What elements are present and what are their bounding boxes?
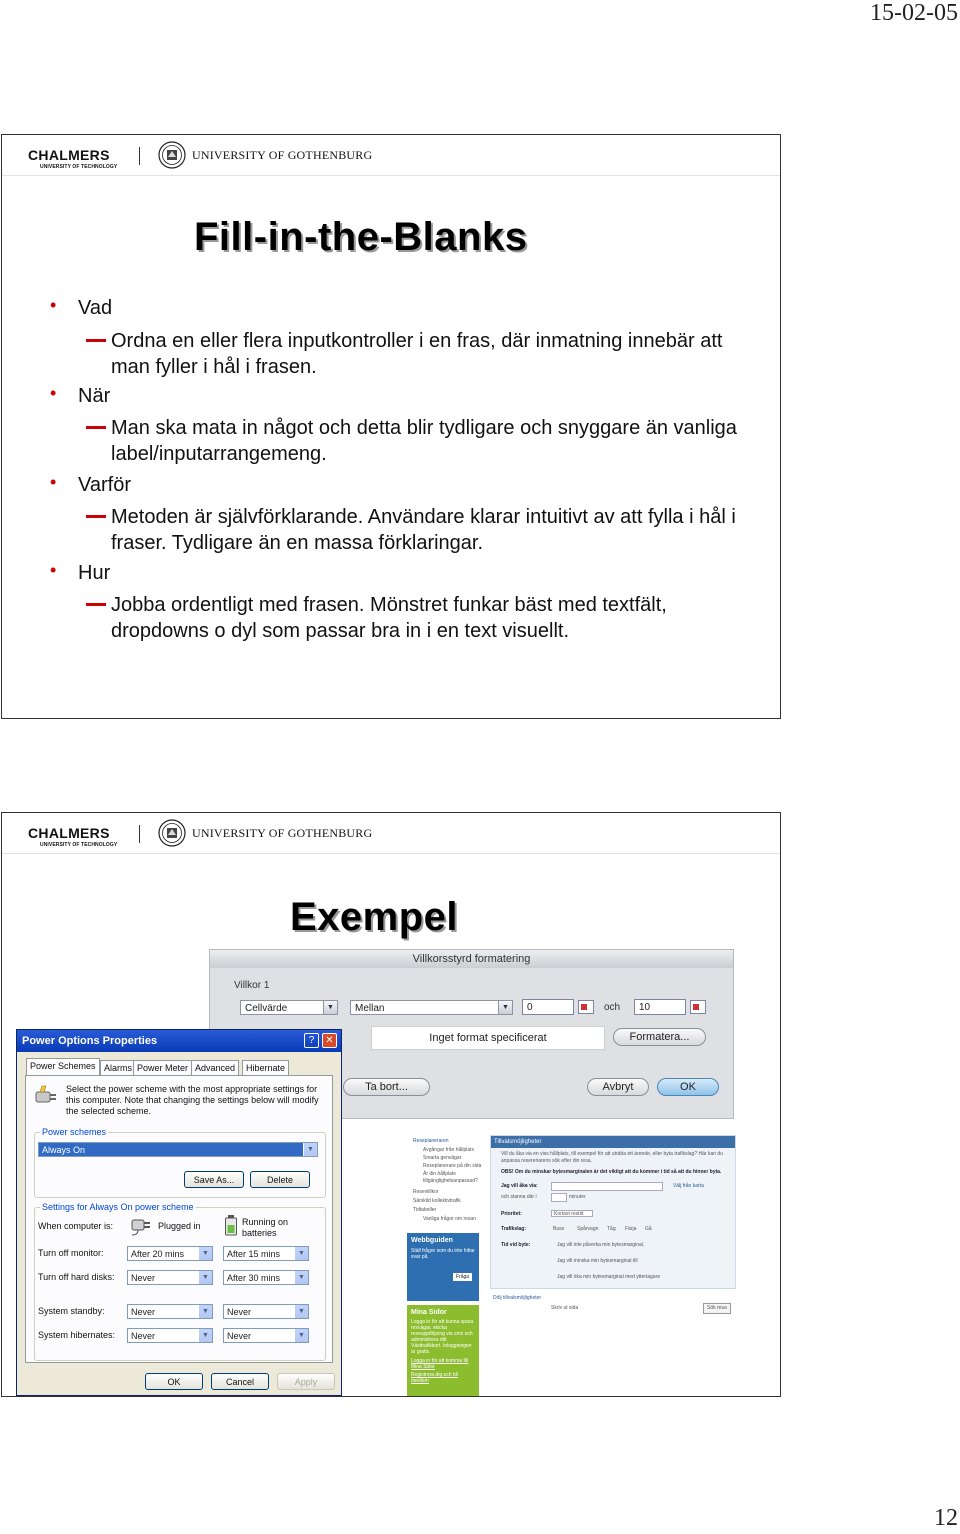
page-number: 12 xyxy=(934,1505,958,1531)
options-panel: Tillvalsmöjligheter Vill du åka via en viss hållplats, till exempel för att uträtta ett ärende, eller byta trafikslag? Här kan du anpassa resereriarens sök efter din resa. OBS! Om du minskar bytesmarginalen är det viktigt att du kommer i tid så att du hinner byta. Jag vill åka via: Välj från karta och stanna där i minuter Prioritet: Kortast restid Trafikslag: Buss Spårvagn Tåg Färja Gå Tid vid byte: Jag vill inte påverka min bytesmarginal. Jag vill minska min bytesmarginal till Jag vill öka min bytesmarginal med yttertagare xyxy=(490,1135,736,1289)
chalmers-subtitle: UNIVERSITY OF TECHNOLOGY xyxy=(40,842,118,848)
mode-checkbox[interactable]: Färja xyxy=(625,1226,637,1232)
delete-button[interactable]: Delete xyxy=(250,1171,310,1188)
travel-nav xyxy=(407,1133,487,1396)
nav-item[interactable]: Särskild kollektivtrafik xyxy=(413,1198,461,1204)
save-as-button[interactable]: Save As... xyxy=(184,1171,244,1188)
range-picker-icon[interactable] xyxy=(690,1000,706,1014)
chevron-down-icon: ▼ xyxy=(303,1143,317,1156)
hard-disk-plugged-dropdown[interactable]: Never ▼ xyxy=(127,1270,213,1285)
format-preview: Inget format specificerat xyxy=(371,1026,605,1050)
cancel-button[interactable]: Avbryt xyxy=(587,1078,649,1096)
nav-item[interactable]: Tidtabeller xyxy=(413,1207,437,1213)
stay-minutes-input[interactable] xyxy=(551,1193,567,1202)
chalmers-subtitle: UNIVERSITY OF TECHNOLOGY xyxy=(40,164,118,170)
tab-power-schemes[interactable]: Power Schemes xyxy=(26,1058,100,1076)
cancel-button[interactable]: Cancel xyxy=(211,1373,269,1390)
university-seal-icon xyxy=(158,819,186,847)
chalmers-logo: CHALMERS xyxy=(28,825,110,841)
chevron-down-icon: ▼ xyxy=(294,1247,308,1260)
mode-checkbox[interactable]: Buss xyxy=(553,1226,565,1232)
bullet-dot: • xyxy=(50,295,57,315)
dash-marker xyxy=(86,339,106,342)
tab-advanced[interactable]: Advanced xyxy=(191,1060,239,1076)
ok-button[interactable]: OK xyxy=(145,1373,203,1390)
when-label: When computer is: xyxy=(38,1221,114,1231)
power-options-dialog xyxy=(16,1029,342,1396)
search-trip-button[interactable]: Sök resa xyxy=(703,1303,731,1314)
chevron-down-icon: ▼ xyxy=(294,1271,308,1284)
nav-item[interactable]: Smarta genvägar xyxy=(423,1155,462,1161)
apply-button[interactable]: Apply xyxy=(277,1373,335,1390)
transfer-radio[interactable]: Jag vill inte påverka min bytesmarginal. xyxy=(557,1242,645,1248)
hibernate-label: System hibernates: xyxy=(38,1330,116,1340)
chevron-down-icon: ▼ xyxy=(198,1247,212,1260)
mode-checkbox[interactable]: Spårvagn xyxy=(577,1226,599,1232)
power-plug-icon xyxy=(34,1084,60,1108)
dash-marker xyxy=(86,515,106,518)
mode-checkbox[interactable]: Tåg xyxy=(607,1226,616,1232)
standby-battery-dropdown[interactable]: Never ▼ xyxy=(223,1304,309,1319)
range-picker-icon[interactable] xyxy=(578,1000,594,1014)
dialog-titlebar: Villkorsstyrd formatering xyxy=(210,950,733,968)
condition-label: Villkor 1 xyxy=(234,980,270,991)
gothenburg-logo-text: UNIVERSITY OF GOTHENBURG xyxy=(192,148,373,162)
nav-item[interactable]: Reseplanerare på din sida xyxy=(423,1163,482,1169)
help-icon[interactable]: ? xyxy=(304,1033,319,1048)
plugged-in-label: Plugged in xyxy=(158,1221,201,1231)
via-input[interactable] xyxy=(551,1182,663,1191)
ok-button[interactable]: OK xyxy=(657,1078,719,1096)
slide-header xyxy=(2,135,780,176)
hard-disk-battery-dropdown[interactable]: After 30 mins ▼ xyxy=(223,1270,309,1285)
bullet-dot: • xyxy=(50,560,57,580)
ask-button[interactable]: Fråga xyxy=(453,1273,472,1281)
battery-icon xyxy=(224,1214,238,1236)
connector-label: och xyxy=(604,1002,621,1013)
header-divider xyxy=(139,825,140,843)
nav-item[interactable]: Vanliga frågor om resan xyxy=(423,1216,476,1222)
cell-value-dropdown[interactable]: Cellvärde ▼ xyxy=(240,1000,338,1015)
bullet-dot: • xyxy=(50,383,57,403)
bullet-dot: • xyxy=(50,472,57,492)
format-button[interactable]: Formatera... xyxy=(613,1028,706,1046)
remove-button[interactable]: Ta bort... xyxy=(343,1078,430,1096)
slide-header xyxy=(2,813,780,854)
power-schemes-panel xyxy=(25,1075,333,1363)
monitor-label: Turn off monitor: xyxy=(38,1248,104,1258)
dash-marker xyxy=(86,603,106,606)
operator-dropdown[interactable]: Mellan ▼ xyxy=(350,1000,513,1015)
gothenburg-logo-text: UNIVERSITY OF GOTHENBURG xyxy=(192,826,373,840)
monitor-battery-dropdown[interactable]: After 15 mins ▼ xyxy=(223,1246,309,1261)
slide-title: Exempel xyxy=(290,895,459,939)
slide-exempel xyxy=(1,812,781,1397)
print-link[interactable]: Skriv ut sida xyxy=(551,1305,579,1311)
transfer-radio[interactable]: Jag vill öka min bytesmarginal med yttertagare xyxy=(557,1274,661,1280)
header-divider xyxy=(139,147,140,165)
hibernate-plugged-dropdown[interactable]: Never ▼ xyxy=(127,1328,213,1343)
value-from-input[interactable]: 0 xyxy=(522,999,574,1015)
close-icon[interactable]: ✕ xyxy=(322,1033,337,1048)
tab-hibernate[interactable]: Hibernate xyxy=(242,1060,289,1076)
nav-item[interactable]: Avgångar från hållplats xyxy=(423,1147,475,1153)
chevron-down-icon: ▼ xyxy=(198,1329,212,1342)
transfer-radio[interactable]: Jag vill minska min bytesmarginal till xyxy=(557,1258,638,1264)
nav-item[interactable]: Reseviillkor xyxy=(413,1189,439,1195)
power-schemes-label: Power schemes xyxy=(42,1127,107,1137)
webbguiden-box: Webbguiden Ställ frågor som du inte hittar svar på. Fråga xyxy=(407,1233,479,1301)
standby-label: System standby: xyxy=(38,1306,105,1316)
hibernate-battery-dropdown[interactable]: Never ▼ xyxy=(223,1328,309,1343)
chevron-down-icon: ▼ xyxy=(198,1271,212,1284)
hard-disk-label: Turn off hard disks: xyxy=(38,1272,115,1282)
tab-alarms[interactable]: Alarms xyxy=(100,1060,136,1076)
university-seal-icon xyxy=(158,141,186,169)
standby-plugged-dropdown[interactable]: Never ▼ xyxy=(127,1304,213,1319)
priority-dropdown[interactable]: Kortast restid xyxy=(551,1210,593,1217)
login-link[interactable]: Logga in för att komma till Mina Sidor xyxy=(411,1358,469,1370)
value-to-input[interactable]: 10 xyxy=(634,999,686,1015)
nav-item[interactable]: Reseplaneraren xyxy=(413,1138,449,1144)
travel-planner-screenshot xyxy=(407,1133,734,1396)
dash-marker xyxy=(86,426,106,429)
power-scheme-dropdown[interactable]: Always On ▼ xyxy=(38,1142,318,1157)
on-batteries-label: Running on batteries xyxy=(242,1217,289,1238)
mode-checkbox[interactable]: Gå xyxy=(645,1226,652,1232)
chevron-down-icon: ▼ xyxy=(323,1001,337,1014)
map-link[interactable]: Välj från karta xyxy=(673,1183,704,1189)
nav-item[interactable]: Är din hållplats tillgänglighetsanpassad? xyxy=(423,1171,478,1184)
dialog-titlebar: Power Options Properties xyxy=(17,1030,341,1052)
slide-title: Fill-in-the-Blanks xyxy=(194,215,528,259)
register-link[interactable]: Registrera dig och bli medlem xyxy=(411,1372,458,1384)
intro-text: Select the power scheme with the most appropriate settings for this computer. Note that changing the settings below will modify the selected scheme. xyxy=(66,1084,319,1116)
mina-sidor-box: Mina Sidor Logga in för att kunna spara resvägar, skicka reseuppföljning via sms och administrera ditt Västtrafikkort. Inloggningen är gratis. Logga in för att komma till Mina Sidor Registrera dig och bli medlem xyxy=(407,1305,479,1396)
chevron-down-icon: ▼ xyxy=(198,1305,212,1318)
date-stamp: 15-02-05 xyxy=(870,0,958,26)
chalmers-logo: CHALMERS xyxy=(28,147,110,163)
options-panel-title: Tillvalsmöjligheter xyxy=(491,1136,735,1148)
chevron-down-icon: ▼ xyxy=(294,1329,308,1342)
scheme-settings-label: Settings for Always On power scheme xyxy=(42,1202,194,1212)
tab-power-meter[interactable]: Power Meter xyxy=(133,1060,192,1076)
chevron-down-icon: ▼ xyxy=(294,1305,308,1318)
chevron-down-icon: ▼ xyxy=(498,1001,512,1014)
slide-fill-in-the-blanks: CHALMERS UNIVERSITY OF TECHNOLOGY UNIVERSITY OF GOTHENBURG Fill-in-the-Blanks • Vad Ordna en eller flera inputkontroller i en fras, där inmatning innebär att man fyller i hål i frasen. • När Man ska mata in något och detta blir tydligare och snyggare än vanliga label/inputarrangemeng. • Varför Metoden är självförklarande. Användare klarar intuitivt av att fylla i hål i fraser. Tydligare än en massa förklaringar. • Hur Jobba ordentligt med frasen. Mönstret funkar bäst med textfält, dropdowns o dyl som passar bra in i en text visuellt. xyxy=(1,134,781,719)
monitor-plugged-dropdown[interactable]: After 20 mins ▼ xyxy=(127,1246,213,1261)
plug-icon xyxy=(128,1214,154,1236)
hide-options-link[interactable]: Dölj tillvalsmöjligheter xyxy=(493,1295,542,1301)
